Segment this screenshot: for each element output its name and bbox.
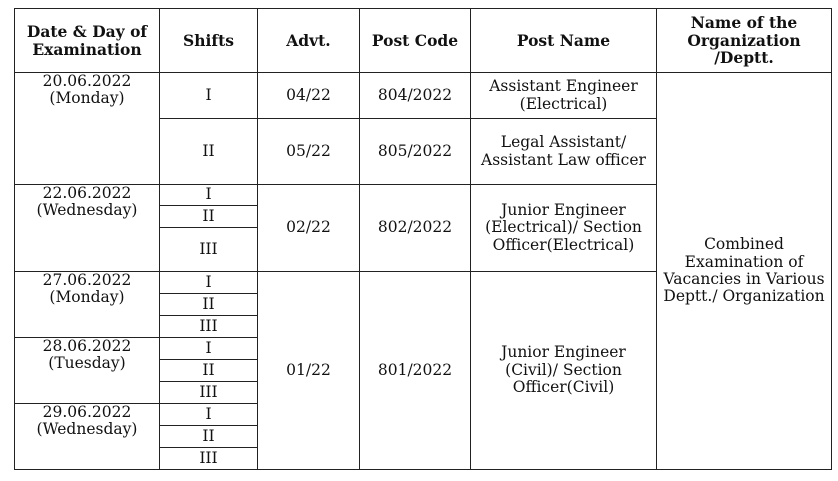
shift-cell: II — [160, 294, 258, 316]
exam-schedule-table — [14, 8, 832, 470]
exam-date: 27.06.2022 — [42, 271, 132, 289]
shift-cell: I — [160, 404, 258, 426]
shift-cell: II — [160, 206, 258, 228]
exam-day: (Wednesday) — [36, 420, 138, 439]
exam-date: 22.06.2022 — [42, 184, 132, 202]
post-code-cell: 804/2022 — [360, 73, 471, 119]
post-name-cell: Junior Engineer (Civil)/ Section Officer(Civil) — [471, 272, 657, 470]
advt-cell: 04/22 — [258, 73, 360, 119]
post-name-cell: Legal Assistant/ Assistant Law officer — [471, 119, 657, 185]
exam-day: (Monday) — [49, 89, 125, 108]
exam-day: (Monday) — [49, 288, 125, 307]
header-row — [15, 9, 832, 73]
exam-date-cell — [15, 272, 160, 338]
exam-date: 29.06.2022 — [42, 403, 132, 421]
shift-cell: II — [160, 426, 258, 448]
shift-cell: III — [160, 228, 258, 272]
shift-cell: I — [160, 73, 258, 119]
header-shifts: Shifts — [160, 9, 258, 73]
exam-date: 28.06.2022 — [42, 337, 132, 355]
shift-cell: II — [160, 119, 258, 185]
shift-cell: III — [160, 448, 258, 470]
exam-date-cell — [15, 404, 160, 470]
header-organization: Name of the Organization /Deptt. — [657, 9, 832, 73]
header-post-code: Post Code — [360, 9, 471, 73]
exam-day: (Tuesday) — [48, 354, 126, 373]
shift-cell: I — [160, 272, 258, 294]
shift-cell: III — [160, 382, 258, 404]
shift-cell: I — [160, 185, 258, 206]
advt-cell: 02/22 — [258, 185, 360, 272]
header-date: Date & Day of Examination — [15, 9, 160, 73]
shift-cell: I — [160, 338, 258, 360]
header-post-name: Post Name — [471, 9, 657, 73]
post-name-cell: Junior Engineer (Electrical)/ Section Officer(Electrical) — [471, 185, 657, 272]
exam-day: (Wednesday) — [36, 201, 138, 220]
organization-cell: Combined Examination of Vacancies in Various Deptt./ Organization — [657, 73, 832, 470]
post-code-cell: 801/2022 — [360, 272, 471, 470]
post-code-cell: 802/2022 — [360, 185, 471, 272]
post-name-cell: Assistant Engineer (Electrical) — [471, 73, 657, 119]
shift-cell: III — [160, 316, 258, 338]
table-row — [15, 73, 832, 119]
advt-cell: 01/22 — [258, 272, 360, 470]
exam-date-cell — [15, 73, 160, 185]
exam-date-cell — [15, 338, 160, 404]
header-advt: Advt. — [258, 9, 360, 73]
advt-cell: 05/22 — [258, 119, 360, 185]
shift-cell: II — [160, 360, 258, 382]
exam-date-cell — [15, 185, 160, 272]
exam-date: 20.06.2022 — [42, 72, 132, 90]
post-code-cell: 805/2022 — [360, 119, 471, 185]
